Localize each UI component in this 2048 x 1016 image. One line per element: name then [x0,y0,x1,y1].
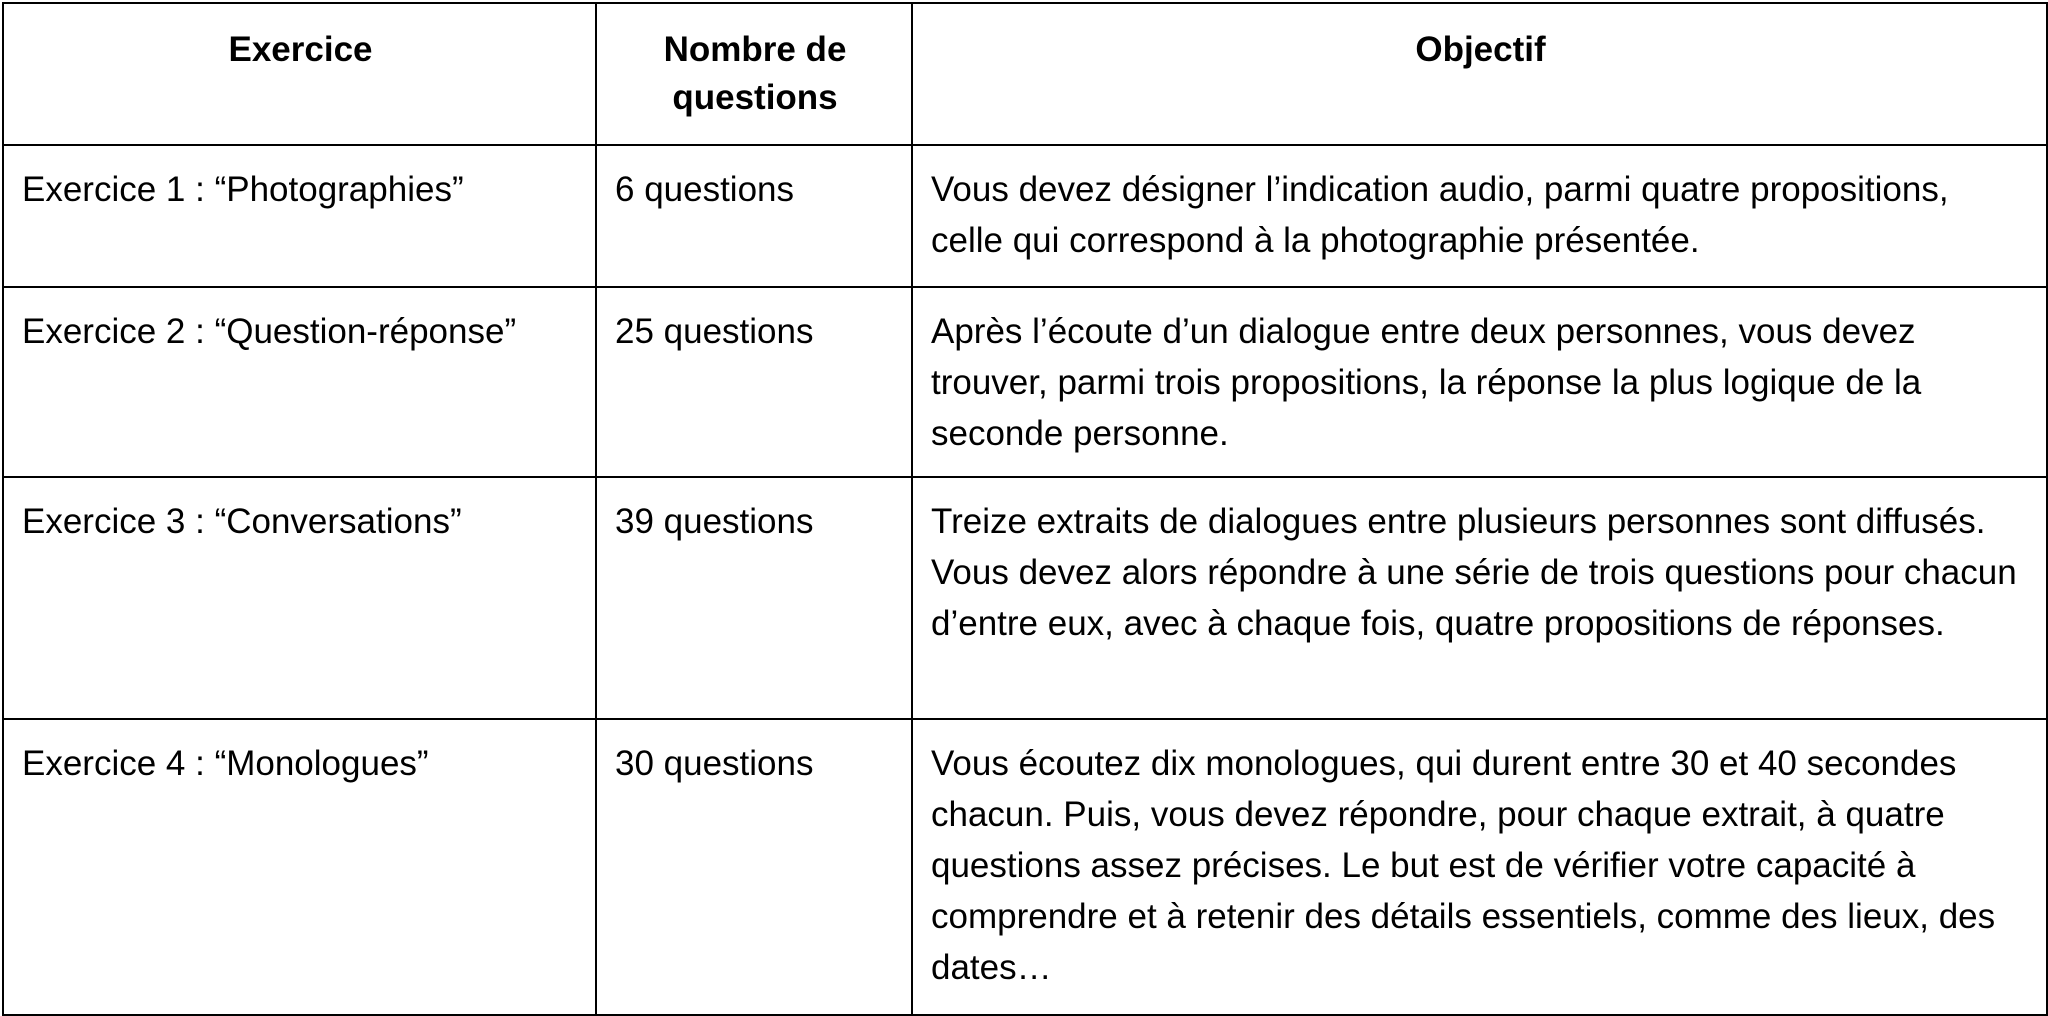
cell-nombre: 25 questions [596,287,912,477]
cell-objectif: Treize extraits de dialogues entre plusieurs personnes sont diffusés. Vous devez alors répondre à une série de trois questions pour chacun d’entre eux, avec à chaque fois, quatre propositions de réponses. [912,477,2047,719]
cell-exercice: Exercice 1 : “Photographies” [3,145,596,287]
cell-nombre: 6 questions [596,145,912,287]
cell-exercice: Exercice 2 : “Question-réponse” [3,287,596,477]
cell-objectif: Vous écoutez dix monologues, qui durent entre 30 et 40 secondes chacun. Puis, vous devez répondre, pour chaque extrait, à quatre questions assez précises. Le but est de vérifier votre capacité à comprendre et à retenir des détails essentiels, comme des lieux, des dates… [912,719,2047,1015]
cell-exercice: Exercice 4 : “Monologues” [3,719,596,1015]
header-nombre-de-questions: Nombre de questions [596,3,912,145]
cell-objectif: Après l’écoute d’un dialogue entre deux personnes, vous devez trouver, parmi trois propositions, la réponse la plus logique de la seconde personne. [912,287,2047,477]
exercise-table [2,2,2048,1016]
cell-nombre: 30 questions [596,719,912,1015]
table-row [3,719,2047,1015]
header-objectif: Objectif [912,3,2047,145]
table-header-row [3,3,2047,145]
table-row [3,287,2047,477]
table-row [3,477,2047,719]
cell-objectif: Vous devez désigner l’indication audio, parmi quatre propositions, celle qui correspond à la photographie présentée. [912,145,2047,287]
cell-nombre: 39 questions [596,477,912,719]
header-exercice: Exercice [3,3,596,145]
table-row [3,145,2047,287]
cell-exercice: Exercice 3 : “Conversations” [3,477,596,719]
